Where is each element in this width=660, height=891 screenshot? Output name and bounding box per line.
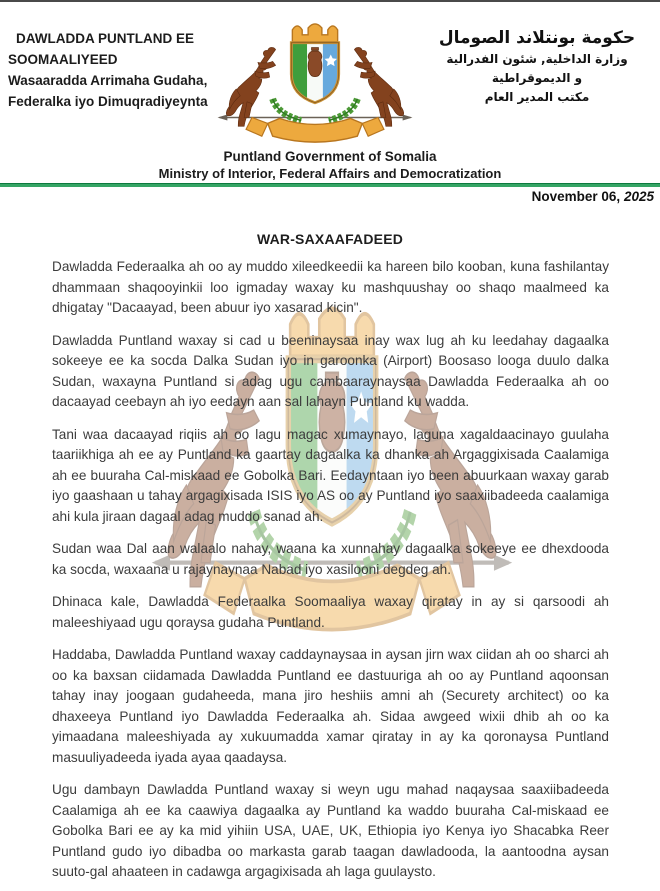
paragraph: Tani waa dacaayad riqiis ah oo lagu magac xumaynayo, laguna xagaldaacinayo guulaha taariikhiga ah ee ay Puntland ka gaartay dagaalka ka dhanka ah Argaggixisada Caalamiga ah ee buuraha Cal-miskaad ee Gobolka Bari. Eedayntaan iyo been abuurkaan waxay garab iyo gaashaan u tahay argagixisada ISIS iyo AS oo ay Puntland iyo saaxiibadeeda caalamiga ahi kula jiraan dagaal adag muddo sanad ah. (52, 426, 609, 524)
paragraph: Ugu dambayn Dawladda Puntland waxay si weyn ugu mahad naqaysaa saaxiibadeeda Caalamiga ah ee ka caawiya dagaalka ay Puntland ka waddo buuraha Cal-miskaad ee Gobolka Bari ee ay ka mid yihiin USA, UAE, UK, Ethiopia iyo Kenya iyo Shacabka Reer Puntland gudo iyo dibadba oo markasta garab taagan dawladooda, la aantoodna aysan suuto-gal ahaateen in cadawga argagixisada ah laga guulaysto. (52, 782, 609, 879)
date-text: November 06, (531, 189, 621, 204)
letterhead-somali-block (8, 28, 223, 112)
document-date (532, 189, 654, 204)
letterhead-arabic-block (418, 26, 656, 107)
letterhead-somali-line: Wasaaradda Arrimaha Gudaha, (8, 73, 208, 88)
date-year: 2025 (623, 189, 654, 204)
letterhead-arabic-line: و الديموقراطية (491, 71, 583, 85)
header-divider-rule (0, 183, 660, 187)
letterhead-arabic-line: مكتب المدير العام (484, 90, 590, 104)
paragraph: Dawladda Federaalka ah oo ay muddo xileedkeedii ka hareen bilo kooban, kuna fashilantay dhammaan shaqooyinkii loo igmaday waxay ku mashquushay oo shaqo maalmeed ka dhigatay "Dacaayad, been abuur iyo xasarad kicin". (52, 259, 609, 315)
letterhead-somali-line: SOOMAALIYEED (8, 52, 118, 67)
government-title: Puntland Government of Somalia (223, 149, 437, 164)
ministry-title: Ministry of Interior, Federal Affairs and Democratization (158, 166, 502, 181)
puntland-coat-of-arms-icon (215, 22, 415, 150)
press-release-body (52, 257, 609, 891)
paragraph: Dhinaca kale, Dawladda Federaalka Soomaaliya waxay qiratay in ay si qarsoodi ah maleeshiyaad ugu qoraysa gudaha Puntland. (52, 594, 609, 630)
letterhead-somali-line: DAWLADDA PUNTLAND EE (16, 31, 194, 46)
scan-artifact-top-edge (0, 0, 660, 2)
letterhead-english-block (0, 148, 660, 182)
letterhead-somali-line: Federalka iyo Dimuqradiyeynta (8, 94, 208, 109)
paragraph: Sudan waa Dal aan walaalo nahay, waana ka xunnahay dagaalka sokeeye ee dhexdooda ka socda, waxaana u rajaynaynaa Nabad iyo xasilooni degdeg ah. (52, 541, 609, 577)
letterhead-arabic-line: وزارة الداخلية, شئون الفدرالية (446, 52, 628, 66)
paragraph: Dawladda Puntland waxay si cad u beeninaysaa inay wax lug ah ku leedahay dagaalka sokeeye ee ka socda Dalka Sudan iyo in garoonka (Airport) Boosaso looga duulo dalka Sudan, waxayna Puntland si adag ugu cambaaraynaysaa Dawladda Federaalka ah oo dacaayad ceebayn ah iyo eedayn aan sal lahayn Puntland ku wadda. (52, 332, 609, 409)
paragraph: Haddaba, Dawladda Puntland waxay caddaynaysaa in aysan jirn wax ciidan ah oo sharci ah oo ka baxsan ciidamada Dawladda Puntland ee dastuuriga ah oo ay Puntland aqoonsan tahay inay joogaan gudaheeda, mana jiro heshiis amni ah (Securety architect) oo ka dhaxeeya Puntland iyo Dawladda Federaalka ah. Sidaa awgeed wixii dhib ah oo ka yimaadana maleeshiyada ay xukuumadda xamar qiratay in ay ka qoronaysa Puntland masuuliyadeeda iyada ayaa qaadaysa. (52, 647, 609, 765)
letterhead-arabic-title: حكومة بونتلاند الصومال (438, 28, 636, 48)
press-release-title: WAR-SAXAAFADEED (256, 231, 404, 247)
